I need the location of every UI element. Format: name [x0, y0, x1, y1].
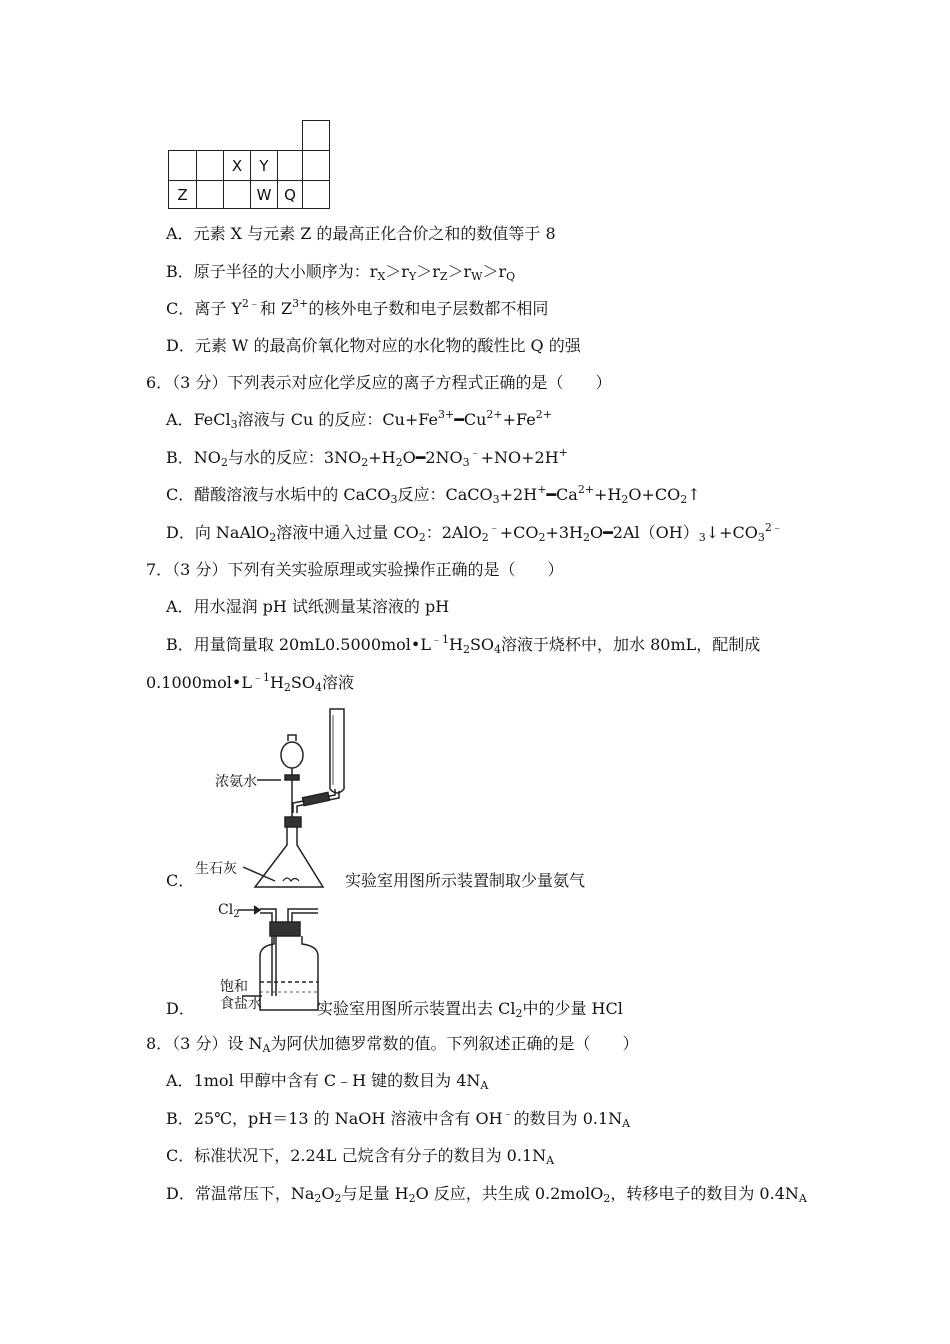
q5-option-a: A．元素 X 与元素 Z 的最高正化合价之和的数值等于 8 — [166, 224, 556, 243]
table-cell — [277, 150, 303, 181]
table-cell — [196, 180, 224, 209]
table-cell-q: Q — [277, 180, 303, 209]
label-chlorine: $Cl_2$ — [218, 902, 240, 920]
q7-option-b-continued: $0.1000mol•L^{﹣1}H_2SO_4$溶液 — [146, 671, 355, 694]
table-cell — [302, 150, 330, 181]
q7-option-d-letter: D． — [166, 999, 195, 1018]
label-brine: 食盐水 — [220, 996, 262, 1012]
q8-option-c: C．标准状况下，2.24L 己烷含有分子的数目为 $0.1N_A$ — [166, 1146, 555, 1167]
table-cell-z: Z — [168, 180, 197, 209]
table-cell-x: X — [223, 150, 251, 181]
table-cell-w: W — [250, 180, 278, 209]
q8-stem: 8．（3 分）设 $N_A$为阿伏加德罗常数的值。下列叙述正确的是（ ） — [146, 1034, 639, 1055]
label-concentrated-ammonia: 浓氨水 — [215, 774, 257, 790]
table-cell-y: Y — [250, 150, 278, 181]
q7-option-a: A．用水湿润 pH 试纸测量某溶液的 pH — [166, 597, 450, 616]
q6-option-b: B．$NO_2$与水的反应：$3NO_2+H_2O━2NO_3^﹣+NO+2H^+$ — [166, 446, 568, 469]
table-cell — [223, 180, 251, 209]
gas-washing-bottle-diagram — [190, 900, 320, 1016]
table-cell — [168, 150, 197, 181]
q7-option-c-letter: C． — [166, 871, 195, 890]
q8-option-d: D．常温常压下，$Na_2O_2$与足量 $H_2O$ 反应，共生成 0.2molO$_2$，转移电子的数目为 $0.4N_A$ — [166, 1184, 807, 1205]
q7-stem: 7．（3 分）下列有关实验原理或实验操作正确的是（ ） — [146, 560, 564, 579]
table-cell — [196, 150, 224, 181]
q8-option-b: B．25℃，pH＝13 的 NaOH 溶液中含有 OH﹣的数目为 $0.1N_A$ — [166, 1107, 631, 1130]
q7-option-b: B．用量筒量取 $20mL0.5000mol•L^{﹣1}H_2SO_4$溶液于烧杯中，加水 80mL，配制成 — [166, 633, 761, 656]
q7-option-c-text: 实验室用图所示装置制取少量氨气 — [345, 871, 586, 890]
ammonia-apparatus-diagram — [185, 705, 355, 895]
table-cell — [302, 180, 330, 209]
label-quicklime: 生石灰 — [195, 861, 237, 877]
q5-option-b: B．原子半径的大小顺序为：$r_X>r_Y>r_Z>r_W>r_Q$ — [166, 262, 516, 283]
q6-stem: 6．（3 分）下列表示对应化学反应的离子方程式正确的是（ ） — [146, 373, 612, 392]
q7-option-d-text: 实验室用图所示装置出去 $Cl_2$中的少量 HCl — [317, 999, 623, 1020]
q6-option-d: D．向 NaAlO$_2$溶液中通入过量 $CO_2$：$2AlO_2^﹣+CO_2+3H_2O━2Al(OH)_3↓+CO_3^{2﹣}$ — [166, 521, 783, 544]
q6-option-a: A．FeCl$_3$溶液与 Cu 的反应：$Cu+Fe^{3+}━Cu^{2+}+Fe^{2+}$ — [166, 408, 552, 431]
q8-option-a: A．1mol 甲醇中含有 C﹣H 键的数目为 $4N_A$ — [166, 1071, 489, 1092]
label-saturated: 饱和 — [220, 979, 248, 995]
table-cell — [302, 120, 330, 151]
q5-option-c: C．离子 $Y^{2﹣}$和 $Z^{3+}$的核外电子数和电子层数都不相同 — [166, 297, 549, 318]
q5-option-d: D．元素 W 的最高价氧化物对应的水化物的酸性比 Q 的强 — [166, 336, 581, 355]
q6-option-c: C．醋酸溶液与水垢中的 CaCO$_3$反应：$CaCO_3+2H^+━Ca^{2+}+H_2O+CO_2↑$ — [166, 483, 701, 506]
